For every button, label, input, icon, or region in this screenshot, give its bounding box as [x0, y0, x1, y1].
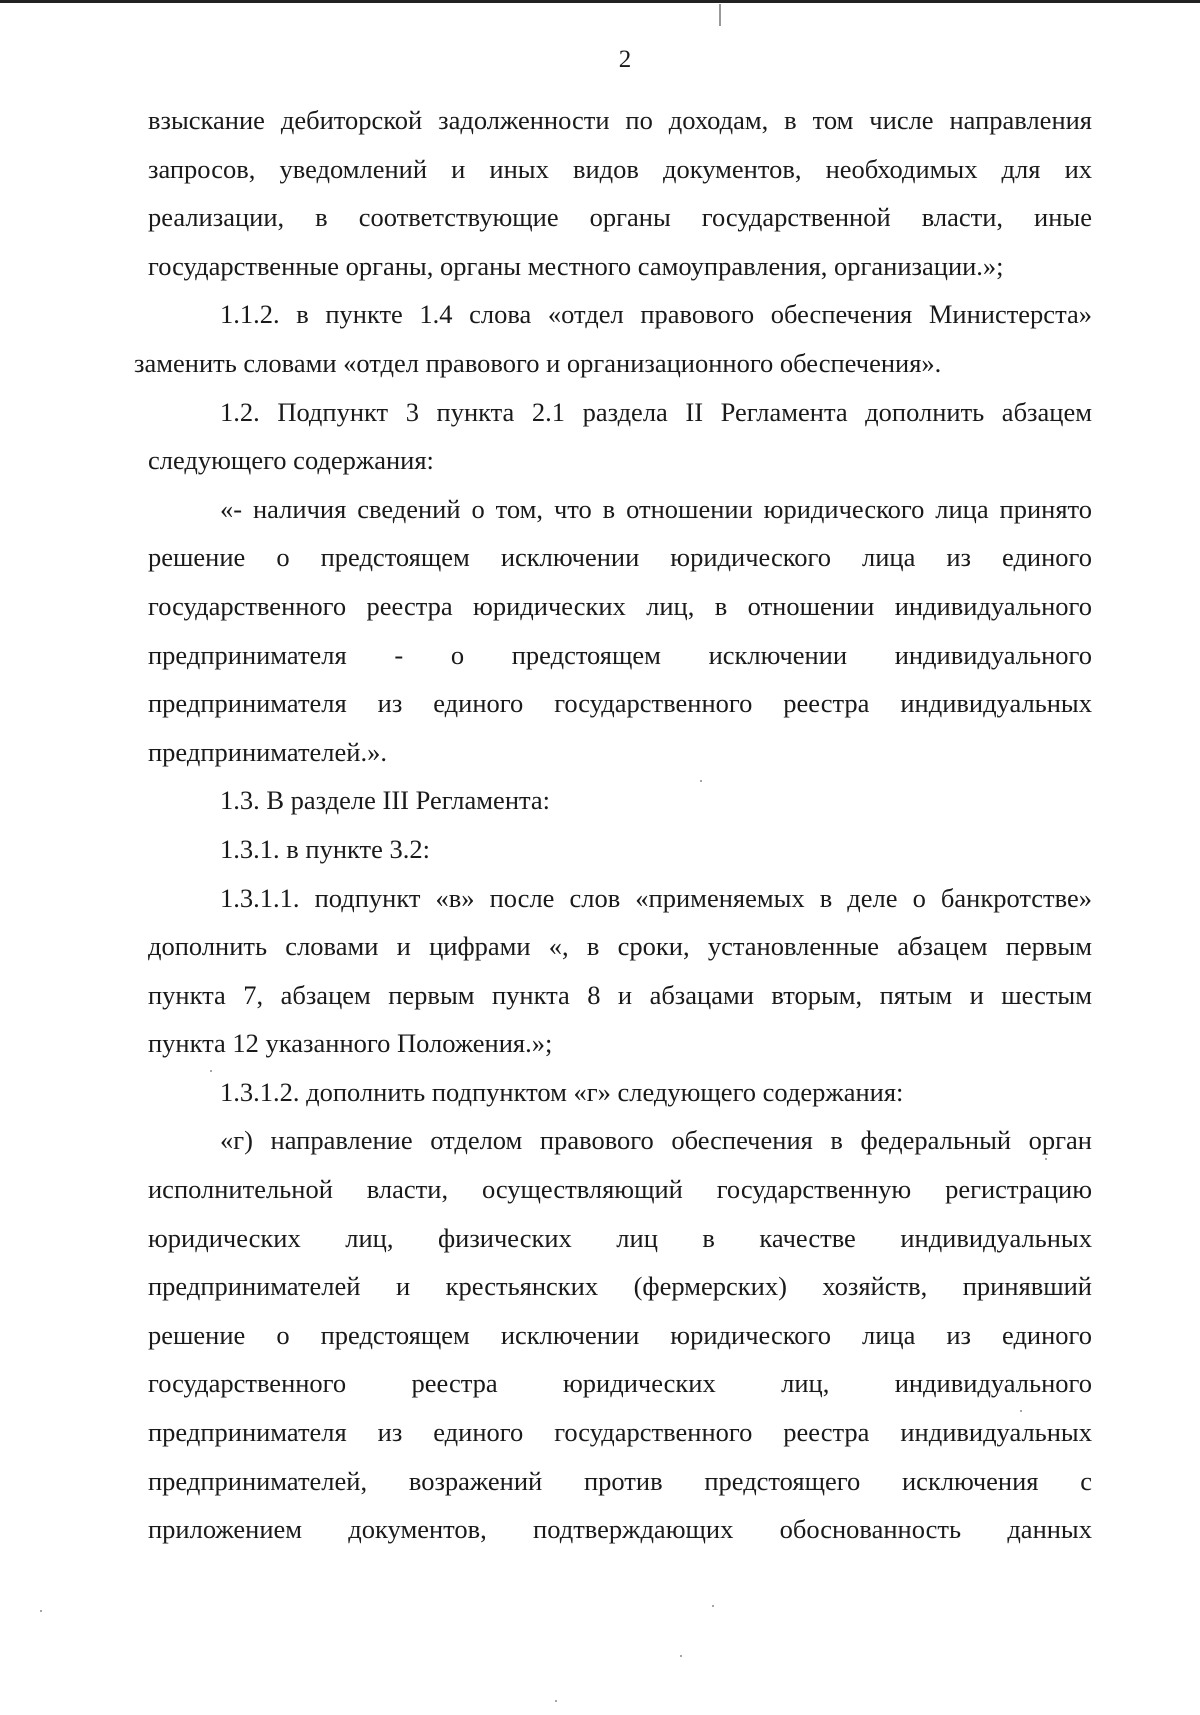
scan-speckle	[1020, 1410, 1022, 1412]
text-line: решение о предстоящем исключении юридического лица из единого	[148, 542, 1092, 573]
text-line: предпринимателя из единого государственного реестра индивидуальных	[148, 1417, 1092, 1448]
paragraph-continuation	[148, 145, 1092, 194]
paragraph-quote-g	[148, 1214, 1092, 1263]
page-number: 2	[618, 46, 632, 73]
text-line: реализации, в соответствующие органы государственной власти, иные	[148, 202, 1092, 233]
paragraph-1-3-1-2	[148, 1068, 1092, 1117]
text-line: 1.3.1.1. подпункт «в» после слов «применяемых в деле о банкротстве»	[220, 882, 1092, 913]
scan-speckle	[555, 1700, 557, 1702]
paragraph-1-3	[148, 776, 1092, 825]
text-line: приложением документов, подтверждающих обоснованность данных	[148, 1514, 1092, 1545]
paragraph-1-3-1-1	[148, 922, 1092, 971]
paragraph-quote-1	[148, 582, 1092, 631]
text-line: 1.2. Подпункт 3 пункта 2.1 раздела II Регламента дополнить абзацем	[220, 396, 1092, 427]
paragraph-continuation	[148, 242, 1092, 291]
paragraph-quote-g	[148, 1262, 1092, 1311]
paragraph-1-2	[148, 436, 1092, 485]
paragraph-quote-1	[148, 533, 1092, 582]
text-line: предпринимателя из единого государственного реестра индивидуальных	[148, 688, 1092, 719]
text-line: пункта 12 указанного Положения.»;	[148, 1028, 553, 1059]
text-line: «г) направление отделом правового обеспечения в федеральный орган	[220, 1125, 1092, 1156]
text-line: государственные органы, органы местного самоуправления, организации.»;	[148, 250, 1004, 281]
paragraph-continuation	[148, 96, 1092, 145]
scan-artifact-mark	[719, 4, 721, 26]
scan-speckle	[40, 1610, 42, 1612]
text-line: заменить словами «отдел правового и организационного обеспечения».	[134, 347, 942, 378]
text-line: 1.3.1. в пункте 3.2:	[220, 833, 430, 864]
scan-speckle	[712, 1605, 714, 1607]
text-line: 1.3.1.2. дополнить подпунктом «г» следующего содержания:	[220, 1076, 904, 1107]
text-line: предпринимателей и крестьянских (фермерских) хозяйств, принявший	[148, 1271, 1092, 1302]
paragraph-1-1-2	[134, 339, 1092, 388]
paragraph-continuation	[148, 193, 1092, 242]
scan-speckle	[1045, 1158, 1047, 1160]
paragraph-quote-g	[148, 1408, 1092, 1457]
text-line: 1.3. В разделе III Регламента:	[220, 785, 551, 816]
text-line: исполнительной власти, осуществляющий государственную регистрацию	[148, 1174, 1092, 1205]
text-line: предпринимателя - о предстоящем исключении индивидуального	[148, 639, 1092, 670]
text-line: государственного реестра юридических лиц, в отношении индивидуального	[148, 590, 1092, 621]
text-line: пункта 7, абзацем первым пункта 8 и абзацами вторым, пятым и шестым	[148, 979, 1092, 1010]
scan-speckle	[210, 1070, 212, 1072]
scan-speckle	[700, 780, 702, 782]
paragraph-quote-1	[148, 485, 1092, 534]
document-body	[134, 96, 1092, 1554]
paragraph-quote-g	[148, 1505, 1092, 1554]
paragraph-1-3-1-1	[148, 971, 1092, 1020]
paragraph-quote-g	[148, 1165, 1092, 1214]
text-line: запросов, уведомлений и иных видов документов, необходимых для их	[148, 153, 1092, 184]
paragraph-quote-g	[148, 1359, 1092, 1408]
paragraph-quote-g	[148, 1116, 1092, 1165]
paragraph-quote-1	[148, 728, 1092, 777]
paragraph-1-2	[148, 388, 1092, 437]
scan-speckle	[680, 1655, 682, 1657]
scan-border-top	[0, 0, 1200, 3]
text-line: государственного реестра юридических лиц, индивидуального	[148, 1368, 1092, 1399]
paragraph-quote-g	[148, 1457, 1092, 1506]
paragraph-quote-g	[148, 1311, 1092, 1360]
text-line: «- наличия сведений о том, что в отношении юридического лица принято	[220, 493, 1092, 524]
text-line: юридических лиц, физических лиц в качестве индивидуальных	[148, 1222, 1092, 1253]
text-line: предпринимателей.».	[148, 736, 387, 767]
text-line: предпринимателей, возражений против предстоящего исключения с	[148, 1465, 1092, 1496]
text-line: следующего содержания:	[148, 445, 434, 476]
text-line: решение о предстоящем исключении юридического лица из единого	[148, 1319, 1092, 1350]
paragraph-quote-1	[148, 679, 1092, 728]
paragraph-1-3-1-1	[148, 874, 1092, 923]
text-line: 1.1.2. в пункте 1.4 слова «отдел правового обеспечения Министерста»	[220, 299, 1092, 330]
text-line: взыскание дебиторской задолженности по доходам, в том числе направления	[148, 105, 1092, 135]
text-line: дополнить словами и цифрами «, в сроки, установленные абзацем первым	[148, 931, 1092, 962]
paragraph-1-3-1-1	[148, 1019, 1092, 1068]
paragraph-1-3-1	[148, 825, 1092, 874]
paragraph-1-1-2	[148, 290, 1092, 339]
paragraph-quote-1	[148, 631, 1092, 680]
